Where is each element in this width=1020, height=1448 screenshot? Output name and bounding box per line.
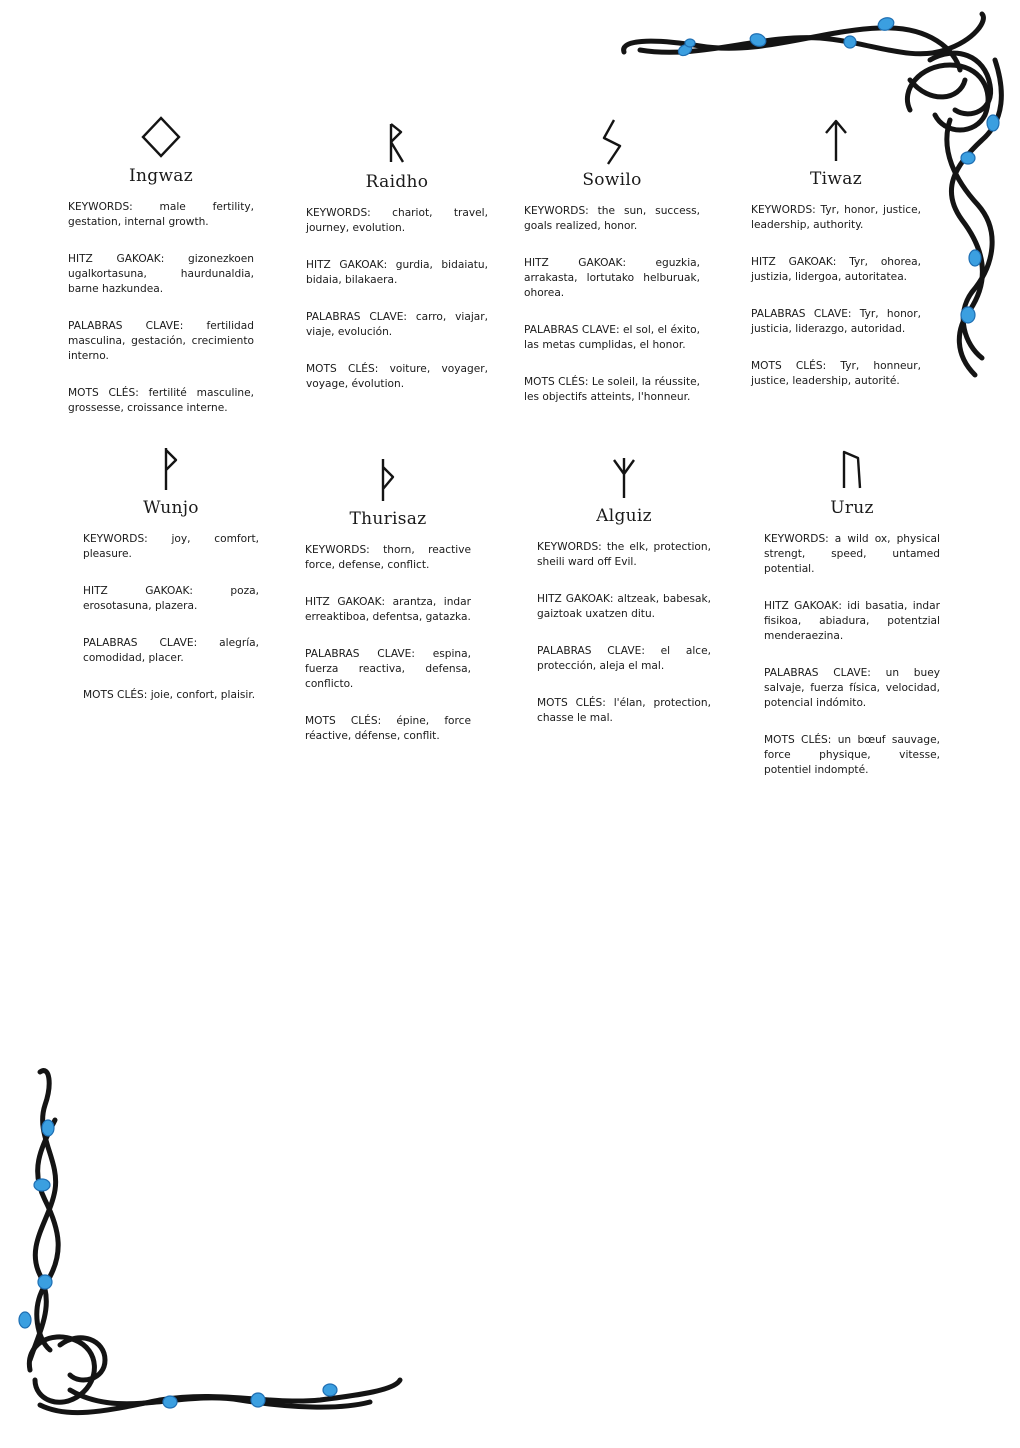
ingwaz-rune-icon <box>136 112 186 164</box>
rune-name: Tiwaz <box>810 169 862 189</box>
keywords-english: KEYWORDS: joy, comfort, pleasure. <box>83 533 259 560</box>
keywords-spanish: PALABRAS CLAVE: un buey salvaje, fuerza física, velocidad, potencial indómito. <box>764 667 940 709</box>
rune-card-alguiz <box>537 452 711 748</box>
rune-name: Raidho <box>365 172 429 192</box>
rune-card-uruz <box>764 444 940 800</box>
keywords-french: MOTS CLÉS: joie, confort, plaisir. <box>83 689 256 701</box>
sowilo-rune-icon <box>592 116 632 168</box>
keywords-french: MOTS CLÉS: l'élan, protection, chasse le mal. <box>537 697 711 724</box>
rune-card-ingwaz <box>68 112 254 438</box>
thurisaz-rune-icon <box>368 455 408 507</box>
rune-name: Alguiz <box>596 506 652 526</box>
keywords-basque: HITZ GAKOAK: eguzkia, arrakasta, lortutako helburuak, ohorea. <box>524 257 700 299</box>
keywords-basque: HITZ GAKOAK: gizonezkoen ugalkortasuna, haurdunaldia, barne hazkundea. <box>68 253 254 295</box>
keywords-english: KEYWORDS: the sun, success, goals realized, honor. <box>524 205 700 232</box>
keywords-spanish: PALABRAS CLAVE: el alce, protección, aleja el mal. <box>537 645 711 672</box>
wunjo-rune-icon <box>151 444 191 496</box>
rune-card-wunjo <box>83 444 259 725</box>
rune-name: Wunjo <box>143 498 199 518</box>
keywords-english: KEYWORDS: Tyr, honor, justice, leadership, authority. <box>751 204 921 231</box>
keywords-basque: HITZ GAKOAK: poza, erosotasuna, plazera. <box>83 585 259 612</box>
tiwaz-rune-icon <box>816 115 856 167</box>
algiz-rune-icon <box>604 452 644 504</box>
keywords-french: MOTS CLÉS: Tyr, honneur, justice, leadership, autorité. <box>751 360 921 387</box>
bottom-left-vine-ornament <box>10 1060 410 1440</box>
rune-card-sowilo <box>524 116 700 427</box>
keywords-english: KEYWORDS: thorn, reactive force, defense, conflict. <box>305 544 471 571</box>
rune-name: Sowilo <box>582 170 642 190</box>
keywords-english: KEYWORDS: chariot, travel, journey, evolution. <box>306 207 488 234</box>
rune-card-raidho <box>306 118 488 414</box>
keywords-basque: HITZ GAKOAK: arantza, indar erreaktiboa, defentsa, gatazka. <box>305 596 471 623</box>
keywords-french: MOTS CLÉS: un bœuf sauvage, force physique, vitesse, potentiel indompté. <box>764 734 940 776</box>
rune-name: Thurisaz <box>349 509 427 529</box>
rune-card-thurisaz <box>305 455 471 766</box>
keywords-basque: HITZ GAKOAK: Tyr, ohorea, justizia, lidergoa, autoritatea. <box>751 256 921 283</box>
uruz-rune-icon <box>832 444 872 496</box>
keywords-english: KEYWORDS: a wild ox, physical strengt, speed, untamed potential. <box>764 533 940 575</box>
keywords-english: KEYWORDS: the elk, protection, sheili ward off Evil. <box>537 541 711 568</box>
keywords-spanish: PALABRAS CLAVE: Tyr, honor, justicia, liderazgo, autoridad. <box>751 308 921 335</box>
keywords-french: MOTS CLÉS: Le soleil, la réussite, les objectifs atteints, l'honneur. <box>524 376 700 403</box>
keywords-basque: HITZ GAKOAK: altzeak, babesak, gaiztoak uxatzen ditu. <box>537 593 711 620</box>
keywords-basque: HITZ GAKOAK: idi basatia, indar fisikoa, abiadura, potentzial menderaezina. <box>764 600 940 642</box>
rune-card-tiwaz <box>751 115 921 411</box>
keywords-spanish: PALABRAS CLAVE: el sol, el éxito, las metas cumplidas, el honor. <box>524 324 700 351</box>
keywords-french: MOTS CLÉS: épine, force réactive, défense, conflit. <box>305 715 471 742</box>
rune-name: Uruz <box>830 498 874 518</box>
keywords-basque: HITZ GAKOAK: gurdia, bidaiatu, bidaia, bilakaera. <box>306 259 488 286</box>
keywords-french: MOTS CLÉS: fertilité masculine, grossesse, croissance interne. <box>68 387 254 414</box>
raidho-rune-icon <box>377 118 417 170</box>
keywords-spanish: PALABRAS CLAVE: fertilidad masculina, gestación, crecimiento interno. <box>68 320 254 362</box>
keywords-spanish: PALABRAS CLAVE: alegría, comodidad, placer. <box>83 637 259 664</box>
keywords-english: KEYWORDS: male fertility, gestation, internal growth. <box>68 201 254 228</box>
rune-name: Ingwaz <box>129 166 193 186</box>
keywords-french: MOTS CLÉS: voiture, voyager, voyage, évolution. <box>306 363 488 390</box>
keywords-spanish: PALABRAS CLAVE: carro, viajar, viaje, evolución. <box>306 311 488 338</box>
keywords-spanish: PALABRAS CLAVE: espina, fuerza reactiva, defensa, conflicto. <box>305 648 471 690</box>
